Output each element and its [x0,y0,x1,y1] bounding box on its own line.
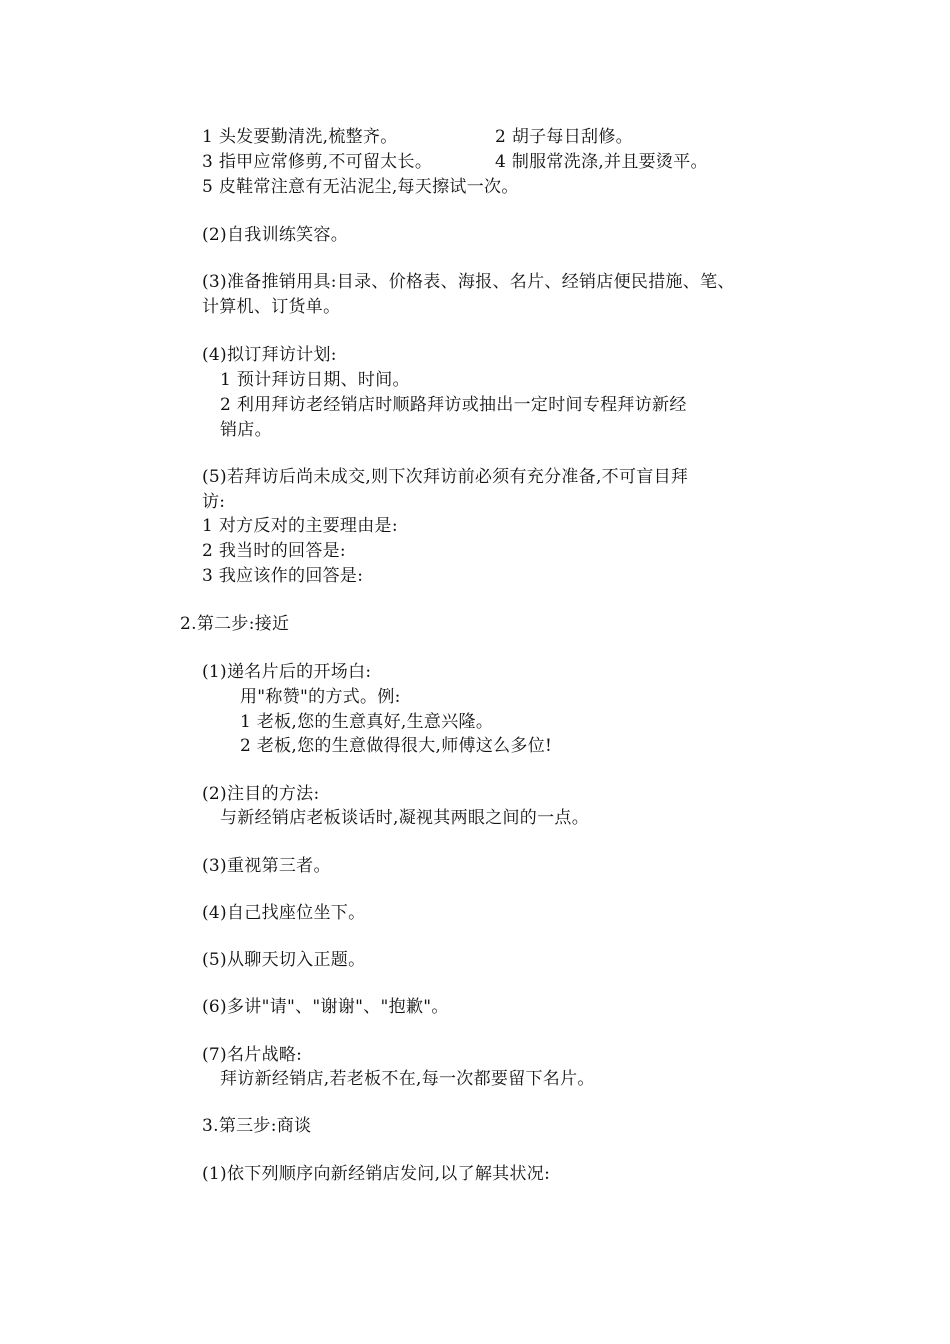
list-item: 拜访新经销店,若老板不在,每一次都要留下名片。 [220,1069,595,1089]
list-item: (3)重视第三者。 [202,856,331,876]
list-item: (5)若拜访后尚未成交,则下次拜访前必须有充分准备,不可盲目拜 [202,467,689,487]
list-item: 销店。 [220,420,272,440]
list-item: (1)依下列顺序向新经销店发问,以了解其状况: [202,1164,551,1184]
list-item: 1 老板,您的生意真好,生意兴隆。 [240,712,494,732]
list-item: (6)多讲"请"、"谢谢"、"抱歉"。 [202,997,449,1017]
list-item: (2)自我训练笑容。 [202,225,349,245]
list-item: 4 制服常洗涤,并且要烫平。 [495,152,708,172]
list-item: 与新经销店老板谈话时,凝视其两眼之间的一点。 [220,808,590,828]
list-item: (5)从聊天切入正题。 [202,950,366,970]
list-item: 2 利用拜访老经销店时顺路拜访或抽出一定时间专程拜访新经 [220,395,687,415]
list-item: (2)注目的方法: [202,784,320,804]
list-item: 1 对方反对的主要理由是: [202,516,398,536]
list-item: 2 我当时的回答是: [202,541,346,561]
list-item: 计算机、订货单。 [202,297,341,317]
list-item: 1 头发要勤清洗,梳整齐。 [202,127,398,147]
list-item: 用"称赞"的方式。例: [240,687,401,707]
list-item: 3 指甲应常修剪,不可留太长。 [202,152,433,172]
list-item: (4)拟订拜访计划: [202,345,337,365]
list-item: 2 老板,您的生意做得很大,师傅这么多位! [240,736,553,756]
section-heading: 2.第二步:接近 [180,614,290,634]
list-item: 2 胡子每日刮修。 [495,127,633,147]
list-item: (7)名片战略: [202,1045,303,1065]
list-item: 访: [202,492,226,512]
list-item: (1)递名片后的开场白: [202,662,372,682]
section-heading: 3.第三步:商谈 [202,1116,312,1136]
list-item: 1 预计拜访日期、时间。 [220,370,410,390]
list-item: 3 我应该作的回答是: [202,566,364,586]
list-item: 5 皮鞋常注意有无沾泥尘,每天擦试一次。 [202,177,519,197]
list-item: (3)准备推销用具:目录、价格表、海报、名片、经销店便民措施、笔、 [202,272,735,292]
list-item: (4)自己找座位坐下。 [202,903,366,923]
